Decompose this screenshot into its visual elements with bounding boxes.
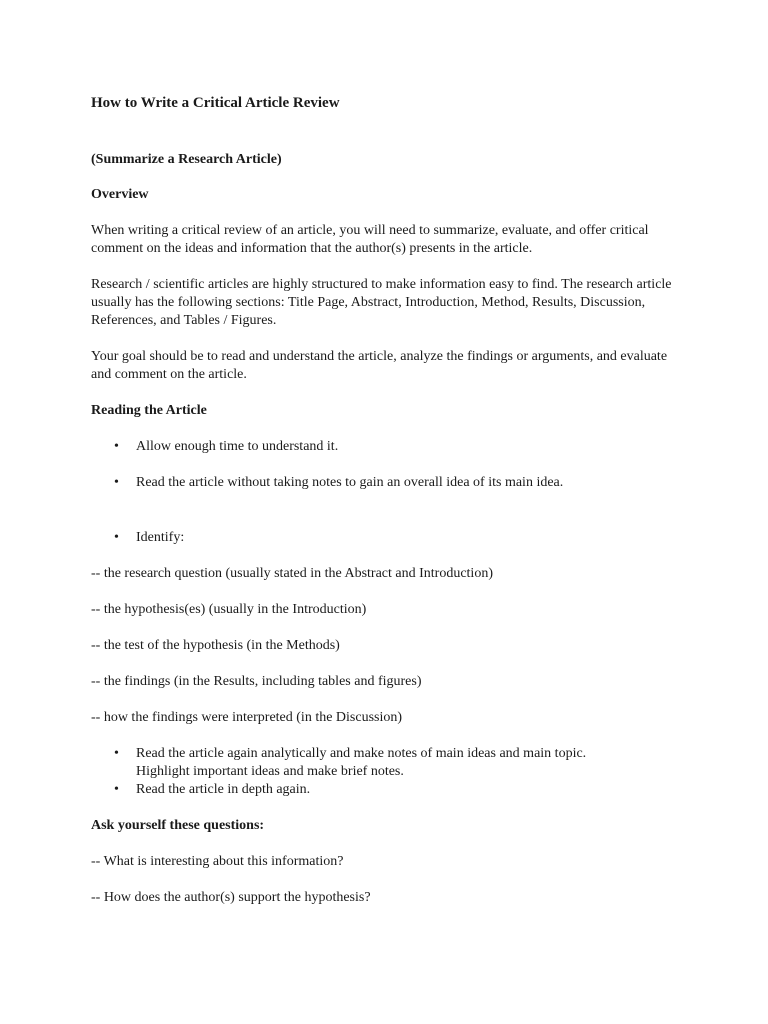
reading-heading: Reading the Article (91, 403, 207, 418)
overview-heading: Overview (91, 187, 149, 202)
question-item: -- What is interesting about this information? (91, 854, 344, 869)
identify-item: -- the test of the hypothesis (in the Methods) (91, 638, 340, 653)
bullet-icon: • (114, 530, 119, 545)
bullet-icon: • (114, 746, 119, 761)
list-item-text: Allow enough time to understand it. (136, 439, 339, 454)
questions-heading: Ask yourself these questions: (91, 818, 265, 833)
identify-item: -- the hypothesis(es) (usually in the Introduction) (91, 602, 367, 617)
question-item: -- How does the author(s) support the hypothesis? (91, 890, 371, 905)
bullet-icon: • (114, 475, 119, 490)
document-subtitle: (Summarize a Research Article) (91, 152, 282, 167)
bullet-icon: • (114, 439, 119, 454)
identify-item: -- the findings (in the Results, including tables and figures) (91, 674, 422, 689)
document-title: How to Write a Critical Article Review (91, 95, 340, 111)
bullet-icon: • (114, 782, 119, 797)
identify-item: -- the research question (usually stated in the Abstract and Introduction) (91, 566, 493, 581)
list-item-text: Read the article again analytically and make notes of main ideas and main topic. Highlight important ideas and make brief notes. (136, 746, 587, 779)
overview-paragraph-1: When writing a critical review of an article, you will need to summarize, evaluate, and offer critical comment on the ideas and information that the author(s) presents in the article. (91, 223, 649, 256)
list-item-text: Identify: (136, 530, 185, 545)
overview-paragraph-3: Your goal should be to read and understand the article, analyze the findings or arguments, and evaluate and comment on the article. (91, 349, 668, 382)
overview-paragraph-2: Research / scientific articles are highly structured to make information easy to find. The research article usually has the following sections: Title Page, Abstract, Introduction, Method, Results, Discussion, References, and Tables / Figures. (91, 277, 672, 328)
list-item-text: Read the article without taking notes to gain an overall idea of its main idea. (136, 475, 564, 490)
list-item-text: Read the article in depth again. (136, 782, 311, 797)
identify-item: -- how the findings were interpreted (in the Discussion) (91, 710, 403, 725)
